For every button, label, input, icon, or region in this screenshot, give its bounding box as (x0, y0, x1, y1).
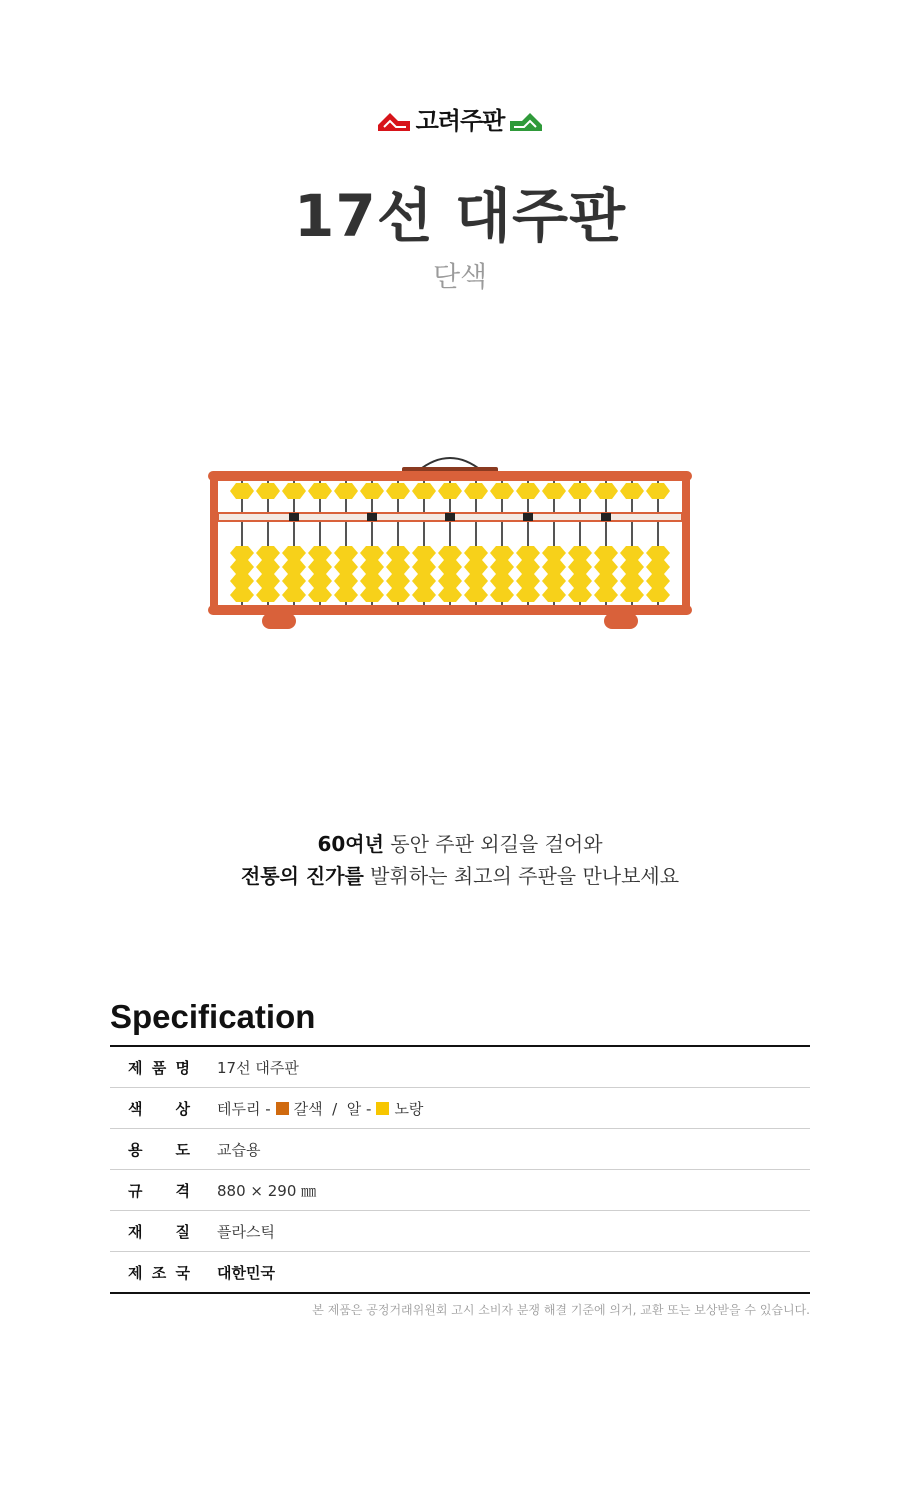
heaven-bead (646, 483, 670, 499)
earth-bead (516, 574, 540, 588)
earth-bead (412, 588, 436, 602)
earth-bead (646, 560, 670, 574)
earth-bead (360, 574, 384, 588)
spec-label: 용 도 (128, 1140, 190, 1159)
earth-bead (542, 560, 566, 574)
spec-table (110, 1045, 810, 1294)
earth-bead (334, 574, 358, 588)
earth-bead (412, 574, 436, 588)
earth-bead (360, 546, 384, 560)
spec-row-origin (110, 1252, 810, 1292)
earth-bead (542, 546, 566, 560)
tagline-line-2 (0, 860, 920, 892)
spec-label: 규 격 (128, 1181, 190, 1200)
earth-bead (230, 546, 254, 560)
earth-bead (646, 574, 670, 588)
heaven-bead (282, 483, 306, 499)
earth-bead (360, 588, 384, 602)
earth-bead (568, 574, 592, 588)
earth-bead (308, 546, 332, 560)
earth-bead (412, 546, 436, 560)
spec-value: 880 × 290 ㎜ (217, 1181, 317, 1200)
spec-row-usage (110, 1129, 810, 1170)
earth-bead (438, 588, 462, 602)
heaven-bead (230, 483, 254, 499)
spec-value: 대한민국 (217, 1263, 275, 1282)
abacus-image (200, 445, 700, 640)
earth-bead (490, 560, 514, 574)
earth-bead (256, 588, 280, 602)
earth-bead (308, 560, 332, 574)
earth-bead (568, 546, 592, 560)
notice-text: 본 제품은 공정거래위원회 고시 소비자 분쟁 해결 기준에 의거, 교환 또는 보상받을 수 있습니다. (312, 1303, 810, 1317)
tagline-highlight-1: 60여년 (317, 832, 384, 856)
spec-label: 제 품 명 (128, 1058, 190, 1077)
yellow-swatch (376, 1102, 389, 1115)
brown-swatch (276, 1102, 289, 1115)
heaven-bead (516, 483, 540, 499)
earth-bead (594, 574, 618, 588)
tagline-highlight-2: 전통의 진가를 (240, 864, 364, 888)
earth-bead (542, 574, 566, 588)
earth-bead (256, 546, 280, 560)
heaven-bead (490, 483, 514, 499)
frame-left (210, 475, 218, 611)
tagline-text-1: 동안 주판 외길을 걸어와 (383, 832, 603, 856)
earth-bead (464, 546, 488, 560)
earth-bead (646, 546, 670, 560)
earth-bead (438, 574, 462, 588)
foot-right (604, 613, 638, 629)
unit-marker (601, 513, 611, 521)
heaven-bead (620, 483, 644, 499)
earth-bead (308, 588, 332, 602)
earth-bead (308, 574, 332, 588)
heaven-bead (438, 483, 462, 499)
earth-bead (594, 588, 618, 602)
earth-bead (230, 560, 254, 574)
earth-bead (256, 574, 280, 588)
heaven-bead (308, 483, 332, 499)
earth-bead (516, 560, 540, 574)
tagline (0, 828, 920, 892)
foot-left (262, 613, 296, 629)
earth-bead (282, 546, 306, 560)
earth-bead (542, 588, 566, 602)
earth-bead (620, 574, 644, 588)
spec-row-color (110, 1088, 810, 1129)
earth-bead (516, 588, 540, 602)
product-title: 17선 대주판 (293, 182, 627, 250)
heaven-bead (594, 483, 618, 499)
earth-bead (412, 560, 436, 574)
brand-left-icon (376, 109, 412, 133)
earth-bead (386, 560, 410, 574)
earth-bead (464, 560, 488, 574)
unit-marker (289, 513, 299, 521)
heaven-bead (360, 483, 384, 499)
earth-bead (464, 588, 488, 602)
earth-bead (620, 560, 644, 574)
earth-bead (256, 560, 280, 574)
earth-bead (334, 588, 358, 602)
earth-bead (464, 574, 488, 588)
spec-value: 교습용 (217, 1140, 261, 1159)
earth-bead (646, 588, 670, 602)
unit-marker (445, 513, 455, 521)
spec-row-size (110, 1170, 810, 1211)
spec-value: 플라스틱 (217, 1222, 275, 1241)
brand-name: 고려주판 (415, 107, 505, 135)
heaven-bead (334, 483, 358, 499)
brand-logo (0, 104, 920, 138)
heaven-bead (568, 483, 592, 499)
heaven-bead (542, 483, 566, 499)
earth-bead (620, 546, 644, 560)
earth-bead (282, 560, 306, 574)
earth-bead (334, 546, 358, 560)
spec-value: 17선 대주판 (217, 1058, 299, 1077)
frame-top (208, 471, 692, 481)
earth-bead (568, 588, 592, 602)
heaven-bead (464, 483, 488, 499)
earth-bead (516, 546, 540, 560)
spec-label: 재 질 (128, 1222, 190, 1241)
earth-bead (594, 546, 618, 560)
brand-right-icon (508, 109, 544, 133)
earth-bead (386, 588, 410, 602)
spec-label: 제 조 국 (128, 1263, 190, 1282)
heaven-bead (256, 483, 280, 499)
tagline-text-2: 발휘하는 최고의 주판을 만나보세요 (363, 864, 680, 888)
earth-bead (282, 588, 306, 602)
spec-value: 테두리 - 갈색 / 알 - 노랑 (217, 1099, 424, 1118)
earth-bead (386, 546, 410, 560)
unit-marker (523, 513, 533, 521)
earth-bead (490, 546, 514, 560)
heaven-bead (412, 483, 436, 499)
earth-bead (230, 588, 254, 602)
earth-bead (620, 588, 644, 602)
unit-marker (367, 513, 377, 521)
earth-bead (594, 560, 618, 574)
earth-bead (230, 574, 254, 588)
heaven-bead (386, 483, 410, 499)
earth-bead (386, 574, 410, 588)
earth-bead (490, 588, 514, 602)
tagline-line-1 (0, 828, 920, 860)
earth-bead (334, 560, 358, 574)
product-subtitle: 단색 (432, 260, 488, 293)
spec-label: 색 상 (128, 1099, 190, 1118)
earth-bead (438, 560, 462, 574)
earth-bead (360, 560, 384, 574)
frame-right (682, 475, 690, 611)
spec-row-name (110, 1047, 810, 1088)
earth-bead (490, 574, 514, 588)
spec-row-material (110, 1211, 810, 1252)
earth-bead (438, 546, 462, 560)
spec-heading: Specification (110, 998, 316, 1035)
earth-bead (282, 574, 306, 588)
earth-bead (568, 560, 592, 574)
